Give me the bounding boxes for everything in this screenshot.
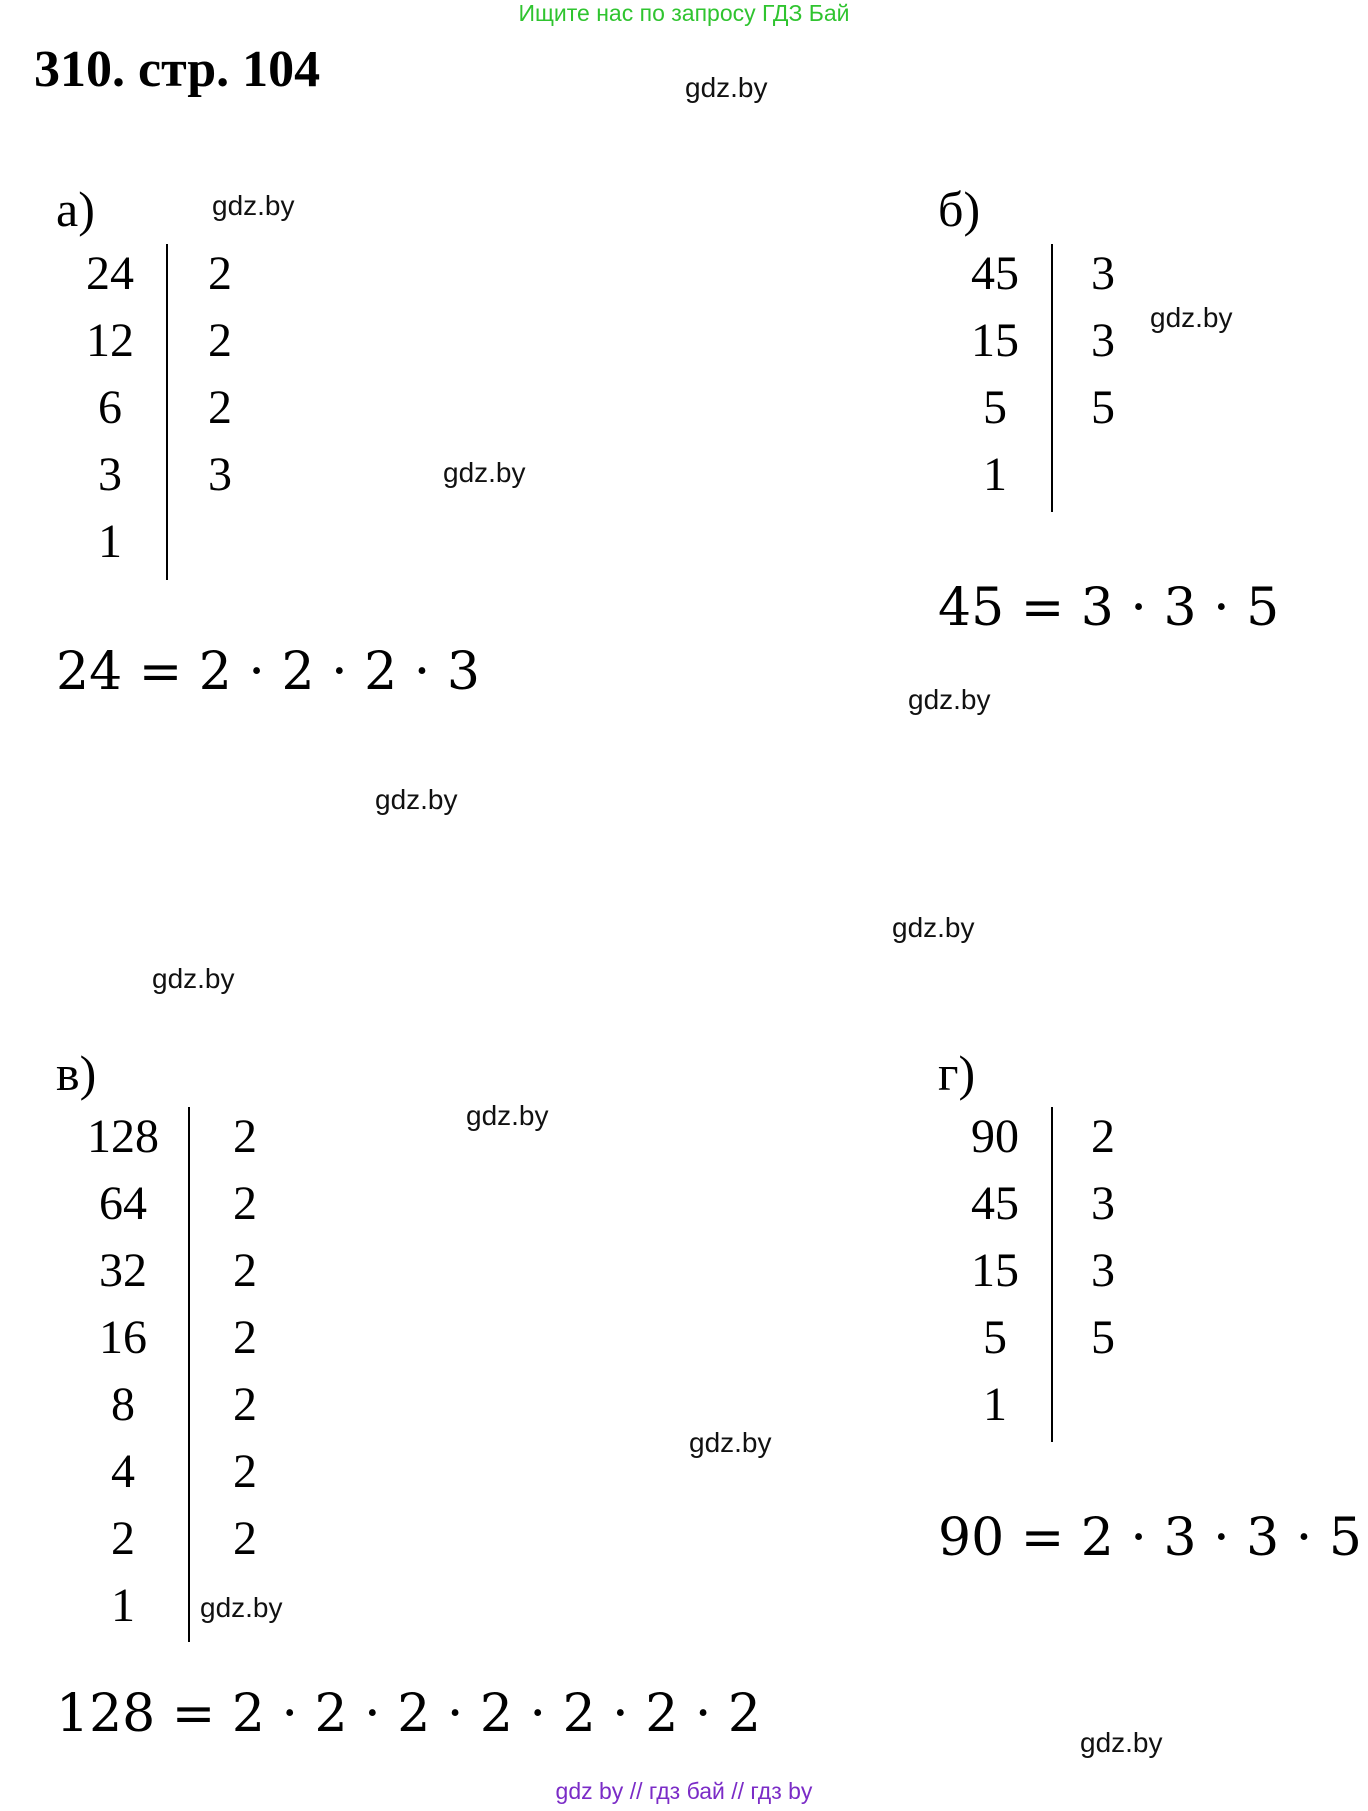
watermark: gdz.by: [466, 1100, 549, 1131]
divisor: 2: [233, 1378, 257, 1431]
dividend: 64: [99, 1177, 147, 1230]
divisor: 2: [208, 381, 232, 434]
watermark: gdz.by: [375, 784, 458, 815]
divisor: 3: [1091, 314, 1115, 367]
divisor: 3: [208, 448, 232, 501]
dividend: 5: [983, 381, 1007, 434]
watermark: gdz.by: [685, 72, 768, 103]
divisor: 2: [233, 1311, 257, 1364]
divisor: 2: [233, 1445, 257, 1498]
divisor: 2: [233, 1110, 257, 1163]
watermark: gdz.by: [200, 1592, 283, 1623]
divisor: 2: [208, 314, 232, 367]
part-v-factorization: [75, 1103, 295, 1643]
dividend: 128: [87, 1110, 159, 1163]
divisor: 3: [1091, 247, 1115, 300]
divisor: 3: [1091, 1177, 1115, 1230]
part-b-label: б): [938, 181, 981, 237]
part-a-factorization: [70, 240, 270, 580]
dividend: 16: [99, 1311, 147, 1364]
watermark: gdz.by: [443, 457, 526, 488]
dividend: 12: [86, 314, 134, 367]
dividend: 1: [983, 1378, 1007, 1431]
dividend: 90: [971, 1110, 1019, 1163]
divisor: 2: [208, 247, 232, 300]
dividend: 8: [111, 1378, 135, 1431]
watermark: gdz.by: [892, 912, 975, 943]
divisor: 5: [1091, 381, 1115, 434]
watermark: gdz.by: [212, 190, 295, 221]
watermark: gdz.by: [908, 684, 991, 715]
part-b-factorization: [955, 240, 1155, 510]
dividend: 15: [971, 314, 1019, 367]
divisor: 5: [1091, 1311, 1115, 1364]
watermark: gdz.by: [152, 963, 235, 994]
page-title: 310. стр. 104: [34, 41, 321, 98]
watermark: gdz.by: [689, 1427, 772, 1458]
dividend: 1: [111, 1579, 135, 1632]
dividend: 3: [98, 448, 122, 501]
dividend: 15: [971, 1244, 1019, 1297]
dividend: 5: [983, 1311, 1007, 1364]
divisor: 2: [1091, 1110, 1115, 1163]
watermark: gdz.by: [1080, 1727, 1163, 1758]
dividend: 4: [111, 1445, 135, 1498]
dividend: 24: [86, 247, 134, 300]
divisor: 2: [233, 1177, 257, 1230]
divisor: 2: [233, 1512, 257, 1565]
dividend: 45: [971, 247, 1019, 300]
dividend: 1: [983, 448, 1007, 501]
footer-links[interactable]: gdz by // гдз бай // гдз by: [555, 1778, 813, 1804]
part-a-equation: 24 = 2 · 2 · 2 · 3: [56, 642, 480, 702]
divisor: 3: [1091, 1244, 1115, 1297]
dividend: 45: [971, 1177, 1019, 1230]
divisor: 2: [233, 1244, 257, 1297]
part-v-label: в): [56, 1045, 97, 1101]
dividend: 2: [111, 1512, 135, 1565]
part-g-factorization: [955, 1103, 1155, 1443]
dividend: 1: [98, 515, 122, 568]
part-v-equation: 128 = 2 · 2 · 2 · 2 · 2 · 2 · 2: [56, 1684, 761, 1744]
part-g-label: г): [938, 1045, 976, 1101]
dividend: 6: [98, 381, 122, 434]
dividend: 32: [99, 1244, 147, 1297]
part-a-label: а): [56, 181, 95, 237]
watermark: gdz.by: [1150, 302, 1233, 333]
top-banner[interactable]: Ищите нас по запросу ГДЗ Бай: [518, 0, 850, 26]
part-b-equation: 45 = 3 · 3 · 5: [938, 578, 1280, 638]
part-g-equation: 90 = 2 · 3 · 3 · 5: [938, 1508, 1362, 1568]
